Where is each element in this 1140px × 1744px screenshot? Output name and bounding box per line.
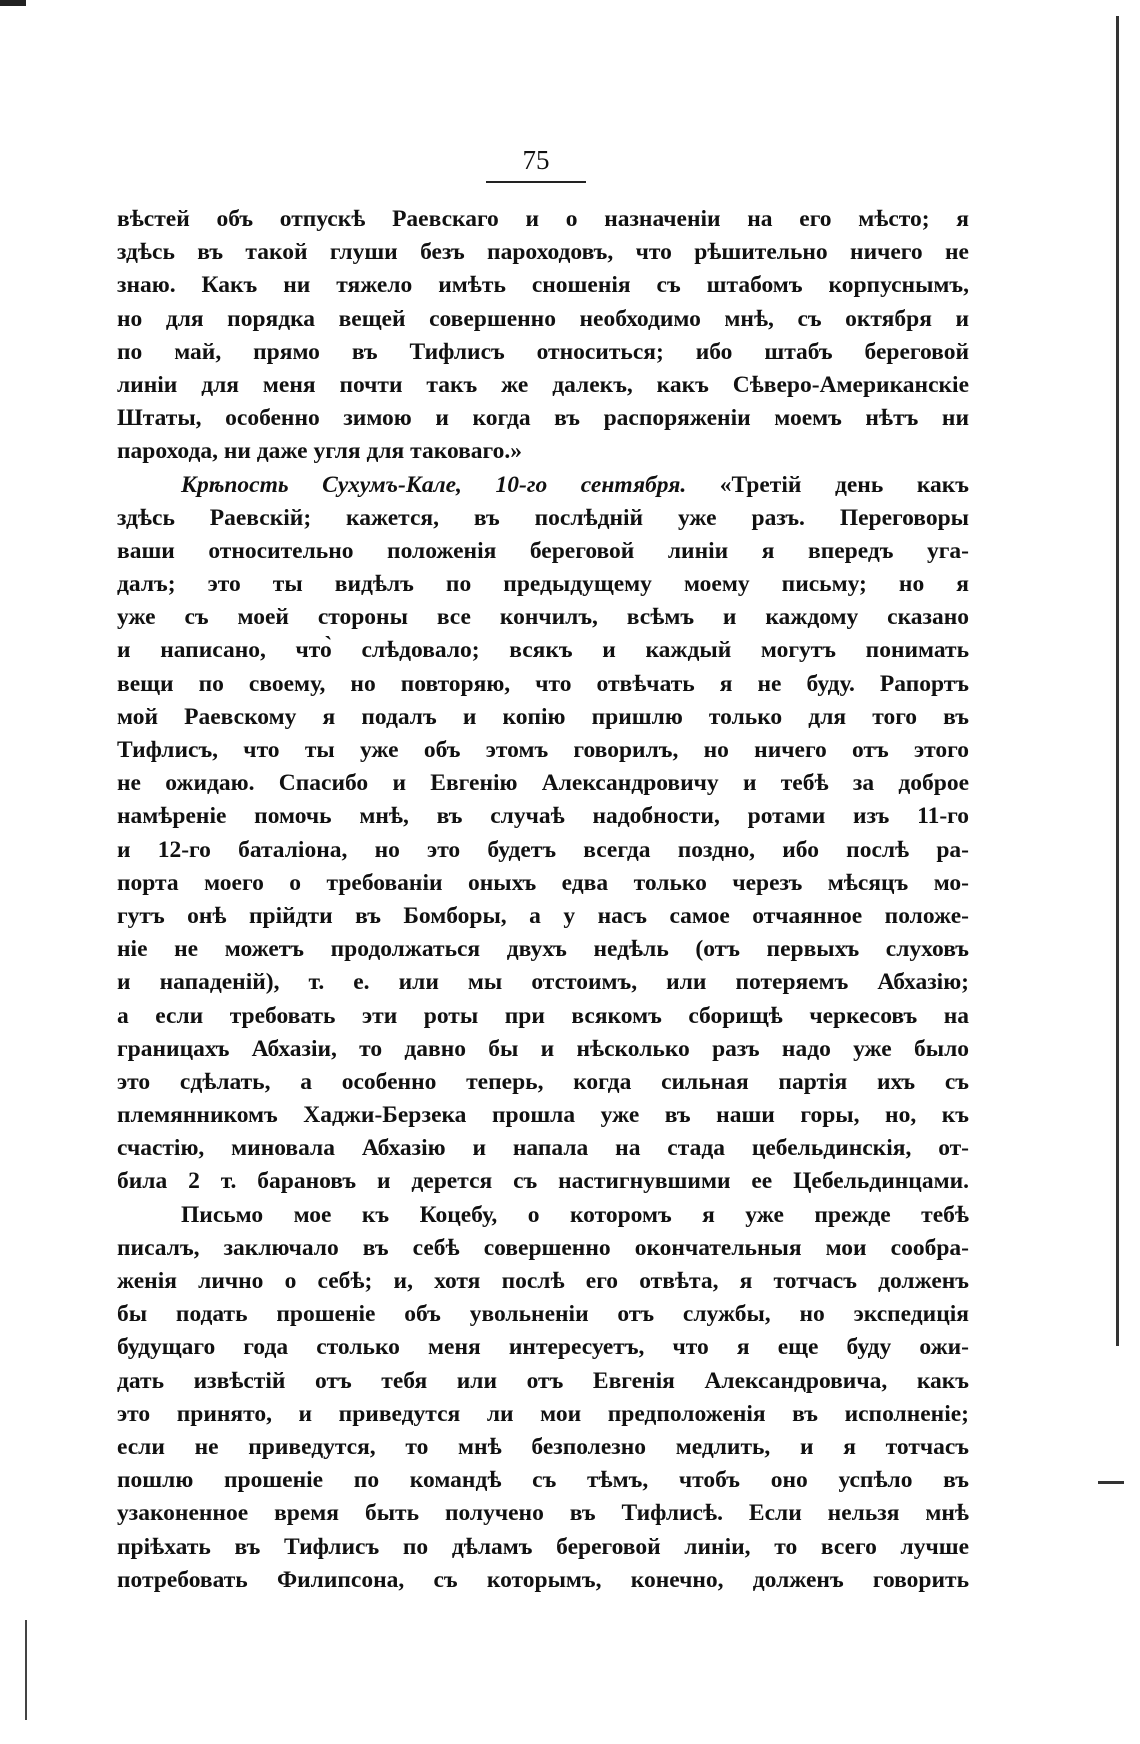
text-line: линіи для меня почти такъ же далекъ, какъ Сѣверо-Американскіе xyxy=(117,371,969,398)
letter-place-date: Крѣпость Сухумъ-Кале, 10-го сентября. xyxy=(181,471,687,498)
text-line: Письмо мое къ Коцебу, о которомъ я уже прежде тебѣ xyxy=(181,1201,969,1228)
text-line: женія лично о себѣ; и, хотя послѣ его отвѣта, я тотчасъ долженъ xyxy=(117,1268,969,1294)
text-line: гутъ онѣ прійдти въ Бомборы, а у насъ самое отчаянное положе- xyxy=(117,902,969,929)
scan-edge-tick xyxy=(1098,1481,1124,1484)
text-line: здѣсь Раевскій; кажется, въ послѣдній уже разъ. Переговоры xyxy=(117,504,969,531)
page-number: 75 xyxy=(486,145,586,183)
text-line: знаю. Какъ ни тяжело имѣть сношенія съ штабомъ корпуснымъ, xyxy=(117,272,969,299)
body-text xyxy=(117,203,969,1597)
text-line: если не приведутся, то мнѣ безполезно медлить, и я тотчасъ xyxy=(117,1433,969,1460)
scan-edge-line xyxy=(1116,16,1119,1346)
text-line: и нападеній), т. е. или мы отстоимъ, или потеряемъ Абхазію; xyxy=(117,969,969,996)
text-line: это принято, и приведутся ли мои предположенія въ исполненіе; xyxy=(117,1400,969,1427)
text-line: далъ; это ты видѣлъ по предыдущему моему письму; но я xyxy=(117,571,969,598)
text-line: потребовать Филипсона, съ которымъ, конечно, долженъ говорить xyxy=(117,1566,969,1593)
text-line: узаконенное время быть получено въ Тифлисѣ. Если нельзя мнѣ xyxy=(117,1500,969,1527)
text-line: мой Раевскому я подалъ и копію пришлю только для того въ xyxy=(117,703,969,730)
text-line: ніе не можетъ продолжаться двухъ недѣль (отъ первыхъ слуховъ xyxy=(117,936,969,963)
text-line: вѣстей объ отпускѣ Раевскаго и о назначеніи на его мѣсто; я xyxy=(117,206,969,232)
text-line: Штаты, особенно зимою и когда въ распоряженіи моемъ нѣтъ ни xyxy=(117,405,969,432)
text-line: дать извѣстій отъ тебя или отъ Евгенія Александровича, какъ xyxy=(117,1367,969,1394)
paragraph-3 xyxy=(117,1199,969,1597)
text-line: вещи по своему, но повторяю, что отвѣчать я не буду. Рапортъ xyxy=(117,670,969,697)
text-line: будущаго года столько меня интересуетъ, что я еще буду ожи- xyxy=(117,1334,969,1361)
text-line: Тифлисъ, что ты уже объ этомъ говорилъ, но ничего отъ этого xyxy=(117,737,969,763)
text-line: а если требовать эти роты при всякомъ сборищѣ черкесовъ на xyxy=(117,1002,969,1029)
text-line: но для порядка вещей совершенно необходимо мнѣ, съ октября и xyxy=(117,305,969,332)
text-line: племянникомъ Хаджи-Берзека прошла уже въ наши горы, но, къ xyxy=(117,1102,969,1129)
paragraph-2 xyxy=(117,469,969,1199)
text-line: по май, прямо въ Тифлисъ относиться; ибо штабъ береговой xyxy=(117,338,969,365)
text-line: пошлю прошеніе по командѣ съ тѣмъ, чтобъ оно успѣло въ xyxy=(117,1467,969,1494)
text-line: и 12-го баталіона, но это будетъ всегда поздно, ибо послѣ ра- xyxy=(117,836,969,863)
text-line: ваши относительно положенія береговой линіи я впередъ уга- xyxy=(117,537,969,564)
text-line: пріѣхать въ Тифлисъ по дѣламъ береговой линіи, то всего лучше xyxy=(117,1533,969,1560)
text-line: парохода, ни даже угля для таковаго.» xyxy=(117,438,523,465)
scan-corner-mark xyxy=(0,0,26,6)
text-line: намѣреніе помочь мнѣ, въ случаѣ надобности, ротами изъ 11-го xyxy=(117,803,969,830)
text-line: порта моего о требованіи оныхъ едва только черезъ мѣсяцъ мо- xyxy=(117,869,969,896)
text-line: счастію, миновала Абхазію и напала на стада цебельдинскія, от- xyxy=(117,1135,969,1162)
text-line: била 2 т. барановъ и дерется съ настигнувшими ее Цебельдинцами. xyxy=(117,1168,969,1195)
text-line: и написано, что̀ слѣдовало; всякъ и каждый могутъ понимать xyxy=(117,637,969,664)
text-line: не ожидаю. Спасибо и Евгенію Александровичу и тебѣ за доброе xyxy=(117,770,969,797)
text-line: бы подать прошеніе объ увольненіи отъ службы, но экспедиція xyxy=(117,1301,969,1328)
text-line: границахъ Абхазіи, то давно бы и нѣсколько разъ надо уже было xyxy=(117,1035,969,1062)
scan-edge-line-left xyxy=(25,1620,27,1720)
text-line: это сдѣлать, а особенно теперь, когда сильная партія ихъ съ xyxy=(117,1068,969,1095)
text-fragment: «Третій день какъ xyxy=(719,471,969,498)
text-line: писалъ, заключало въ себѣ совершенно окончательныя мои сообра- xyxy=(117,1234,969,1261)
paragraph-1 xyxy=(117,203,969,469)
text-line: здѣсь въ такой глуши безъ пароходовъ, что рѣшительно ничего не xyxy=(117,239,969,266)
letter-heading-line xyxy=(117,469,969,502)
text-line: уже съ моей стороны все кончилъ, всѣмъ и каждому сказано xyxy=(117,604,969,631)
